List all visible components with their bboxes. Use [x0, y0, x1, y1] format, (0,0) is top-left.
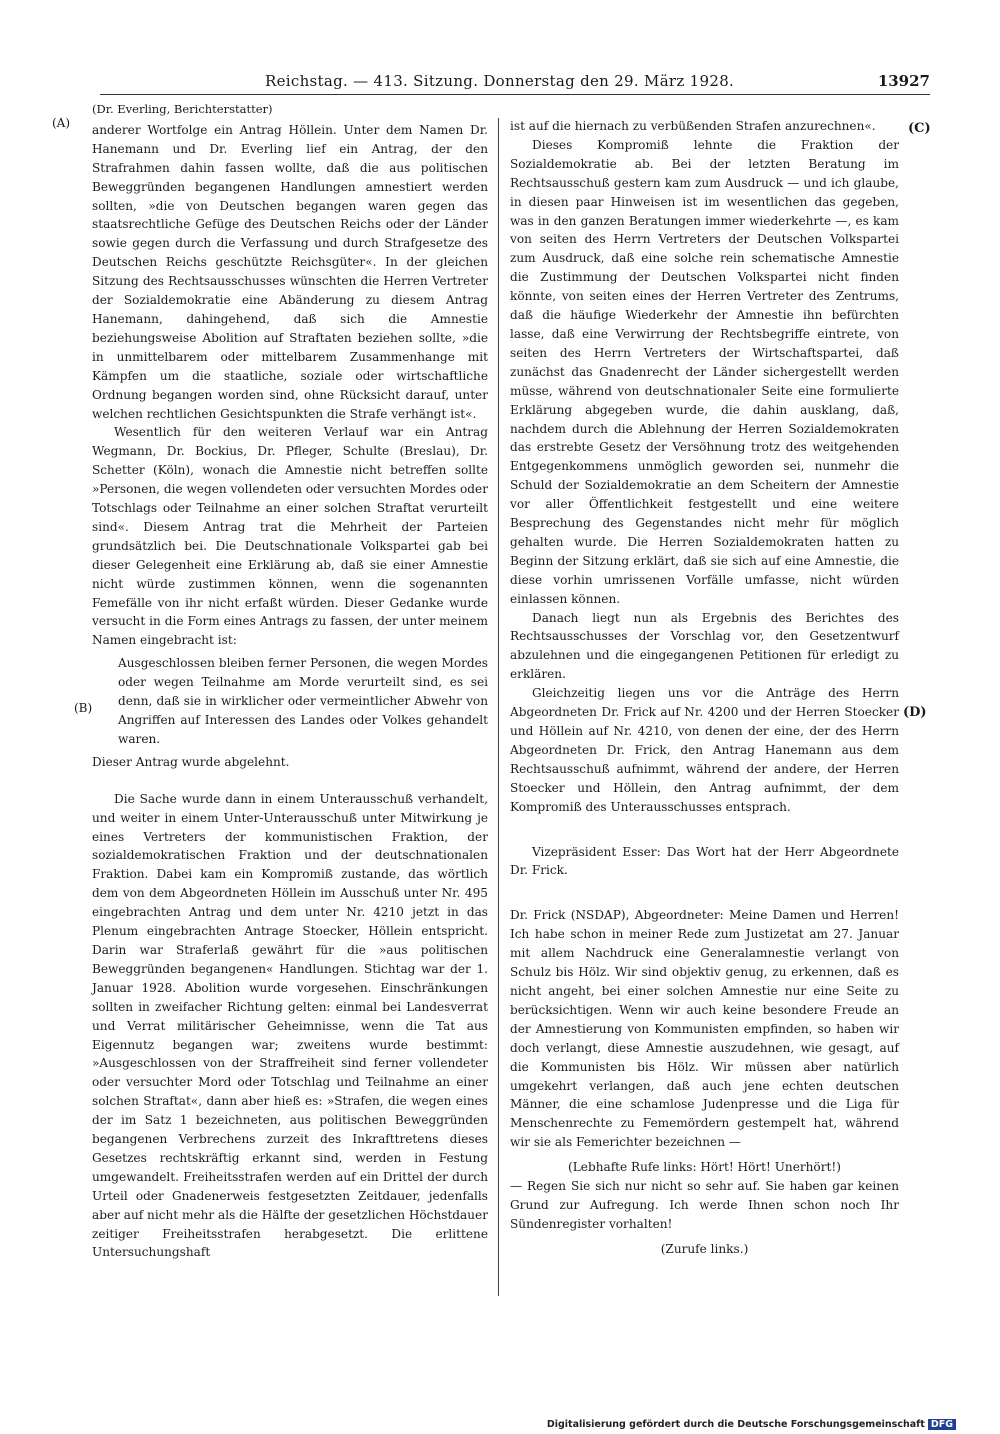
column-divider — [498, 118, 499, 1296]
paragraph: Danach liegt nun als Ergebnis des Berichtes des Rechtsausschusses der Vorschlag vor, den Gesetzentwurf abzulehnen und die eingegangenen Petitionen für erledigt zu erklären. — [510, 610, 899, 682]
paragraph: Wesentlich für den weiteren Verlauf war ein Antrag Wegmann, Dr. Bockius, Dr. Pfleger, Schulte (Breslau), Dr. Schetter (Köln), wonach die Amnestie nicht betreffen sollte »Personen, die wegen vollendeten oder versuchten Mordes oder Totschlags oder Teilnahme an einer solchen Straftat verurteilt sind«. Diesem Antrag trat die Mehrheit der Parteien grundsätzlich bei. Die Deutschnationale Volkspartei gab bei dieser Gelegenheit eine Erklärung ab, daß sie einer Amnestie nicht würde zustimmen können, wenn die sogenannten Femefälle von ihr nicht erfaßt würden. Dieser Gedanke wurde versucht in die Form eines Antrags zu fassen, der unter meinem Namen eingebracht ist: — [92, 425, 488, 648]
right-column — [510, 117, 899, 1259]
paragraph: Dieses Kompromiß lehnte die Fraktion der Sozialdemokratie ab. Bei der letzten Beratung im Rechtsausschuß gestern kam zum Ausdruck — und ich glaube, in diesen paar Hinweisen ist im wesentlichen das gegeben, was in den ganzen Beratungen immer wiederkehrte —, es kam von seiten des Herrn Vertreters der Deutschen Volkspartei zum Ausdruck, daß eine solche rein schematische Amnestie die Zustimmung der Deutschen Volkspartei nicht finden könnte, von seiten eines der Herren Vertreter des Zentrums, daß die häufige Wiederkehr der Amnestie ihn befürchten lasse, daß eine Verwirrung der Rechtsbegriffe eintrete, von seiten des Herrn Vertreters der Wirtschaftspartei, daß zunächst das Gnadenrecht der Länder sichergestellt werden müsse, während von deutschnationaler Seite eine formulierte Erklärung abgegeben wurde, die dahin ausklang, daß, nachdem durch die Ablehnung der Herren Sozialdemokraten das erstrebte Gesetz der Versöhnung trotz des weitgehenden Entgegenkommens unmöglich geworden sei, nunmehr die Schuld der Sozialdemokratie an dem Scheitern der Amnestie vor aller Öffentlichkeit festgestellt und eine weitere Besprechung des Gegenstandes nicht mehr für möglich gehalten wurde. Die Herren Sozialdemokraten hatten zu Beginn der Sitzung erklärt, daß sie sich auf eine Amnestie, die diese vorhin umrissenen Vorfälle umfasse, nicht würden einlassen können. — [510, 137, 899, 606]
paragraph: Gleichzeitig liegen uns vor die Anträge des Herrn Abgeordneten Dr. Frick auf Nr. 4200 und der Herren Stoecker und Höllein auf Nr. 4210, von denen der eine, der des Herrn Abgeordneten Dr. Frick, den Antrag Hanemann aus dem Rechtsausschuß aufnimmt, während der andere, der Herren Stoecker und Höllein, den Antrag aufnimmt, der dem Kompromiß des Unterausschusses entsprach. — [510, 686, 899, 814]
paragraph: Die Sache wurde dann in einem Unterausschuß verhandelt, und weiter in einem Unter-Unterausschuß unter Mitwirkung je eines Vertreters der kommunistischen Fraktion, der sozialdemokratischen Fraktion und der deutschnationalen Fraktion. Dabei kam ein Kompromiß zustande, das wörtlich dem von dem Abgeordneten Höllein im Ausschuß unter Nr. 495 eingebrachten Antrag und dem unter Nr. 4210 jetzt in das Plenum eingebrachten Antrage Stoecker, Höllein entspricht. Darin war Straferlaß gewährt für die »aus politischen Beweggründen begangenen« Handlungen. Stichtag war der 1. Januar 1928. Abolition wurde vorgesehen. Einschränkungen sollten in zweifacher Richtung gelten: einmal bei Landesverrat und Verrat militärischer Geheimnisse, wenn die Tat aus Eigennutz begangen war; zweitens wurde bestimmt: »Ausgeschlossen von der Straffreiheit sind ferner vollendeter oder versuchter Mord oder Totschlag und Teilnahme an einer solchen Straftat«, dann aber hieß es: »Strafen, die wegen eines der im Satz 1 bezeichneten, aus politischen Beweggründen begangenen Verbrechens zurzeit des Inkrafttretens dieses Gesetzes rechtskräftig erkannt sind, werden in Festung umgewandelt. Freiheitsstrafen werden auf ein Drittel der durch Urteil oder Gnadenerweis festgesetzten Zeitdauer, jedenfalls aber auf nicht mehr als die Hälfte der gesetzlichen Höchstdauer zeitiger Freiheitsstrafen herabgesetzt. Die erlittene Untersuchungshaft — [92, 791, 488, 1260]
left-column — [92, 100, 488, 1262]
margin-marker-b: (B) — [74, 701, 93, 715]
dfg-logo: DFG — [928, 1419, 956, 1430]
margin-marker-a: (A) — [52, 116, 71, 130]
speaker-paragraph: Vizepräsident Esser: Das Wort hat der Herr Abgeordnete Dr. Frick. — [510, 844, 899, 878]
interjection: (Lebhafte Rufe links: Hört! Hört! Unerhört!) — [568, 1160, 841, 1175]
digitization-credit — [547, 1419, 956, 1430]
speaker-continuation: (Dr. Everling, Berichterstatter) — [92, 102, 273, 116]
paragraph: — Regen Sie sich nur nicht so sehr auf. Sie haben gar keinen Grund zur Aufregung. Ich werde Ihnen schon noch Ihr Sündenregister vorhalten! — [510, 1179, 899, 1231]
margin-marker-c: (C) — [908, 121, 931, 136]
page-header — [100, 72, 930, 95]
interjection: (Zurufe links.) — [660, 1241, 749, 1256]
speaker-paragraph: Dr. Frick (NSDAP), Abgeordneter: Meine Damen und Herren! Ich habe schon in meiner Rede zum Justizetat am 27. Januar mit allem Nachdruck eine Generalamnestie verlangt von Schulz bis Hölz. Wir sind objektiv genug, zu erkennen, daß es nicht angeht, bei einer solchen Amnestie nur eine Seite zu berücksichtigen. Wenn wir auch keine besondere Freude an der Amnestierung von Kommunisten empfinden, so haben wir doch verlangt, diese Amnestie auszudehnen, wie gesagt, auf die Kommunisten bis Hölz. Wir müssen aber natürlich umgekehrt verlangen, daß auch jene echten deutschen Männer, die eine schamlose Judenpresse und die Liga für Menschenrechte zu Fememördern gestempelt hat, während wir sie als Femerichter bezeichnen — — [510, 908, 899, 1150]
page-number: 13927 — [877, 72, 930, 90]
paragraph: ist auf die hiernach zu verbüßenden Strafen anzurechnen«. — [510, 119, 876, 133]
quoted-motion: Ausgeschlossen bleiben ferner Personen, die wegen Mordes oder wegen Teilnahme am Morde verurteilt sind, es sei denn, daß sie in wirklicher oder vermeintlicher Abwehr von Angriffen auf Interessen des Landes oder Volkes gehandelt waren. — [118, 656, 488, 746]
paragraph: Dieser Antrag wurde abgelehnt. — [92, 754, 290, 769]
margin-marker-d: (D) — [903, 705, 927, 720]
running-title: Reichstag. — 413. Sitzung. Donnerstag den 29. März 1928. — [265, 72, 735, 90]
credit-text: Digitalisierung gefördert durch die Deutsche Forschungsgemeinschaft — [546, 1419, 925, 1430]
paragraph: anderer Wortfolge ein Antrag Höllein. Unter dem Namen Dr. Hanemann und Dr. Everling lief ein Antrag, der den Strafrahmen dahin fassen wollte, daß die aus politischen Beweggründen begangenen Handlungen amnestiert werden sollten, »die von Deutschen begangen waren gegen das staatsrechtliche Gefüge des Deutschen Reichs oder der Länder sowie gegen durch die Verfassung und durch Strafgesetze des Deutschen Reichs geschützte Reichsgüter«. In der gleichen Sitzung des Rechtsausschusses wünschten die Herren Vertreter der Sozialdemokratie eine Abänderung zu diesem Antrag Hanemann, dahingehend, daß sich die Amnestie beziehungsweise Abolition auf Straftaten beziehen sollte, »die in unmittelbarem oder mittelbarem Zusammenhange mit Kämpfen um die staatliche, soziale oder wirtschaftliche Ordnung begangen worden sind, ohne Rücksicht darauf, unter welchen rechtlichen Gesichtspunkten die Strafe verhängt ist«. — [92, 122, 488, 421]
